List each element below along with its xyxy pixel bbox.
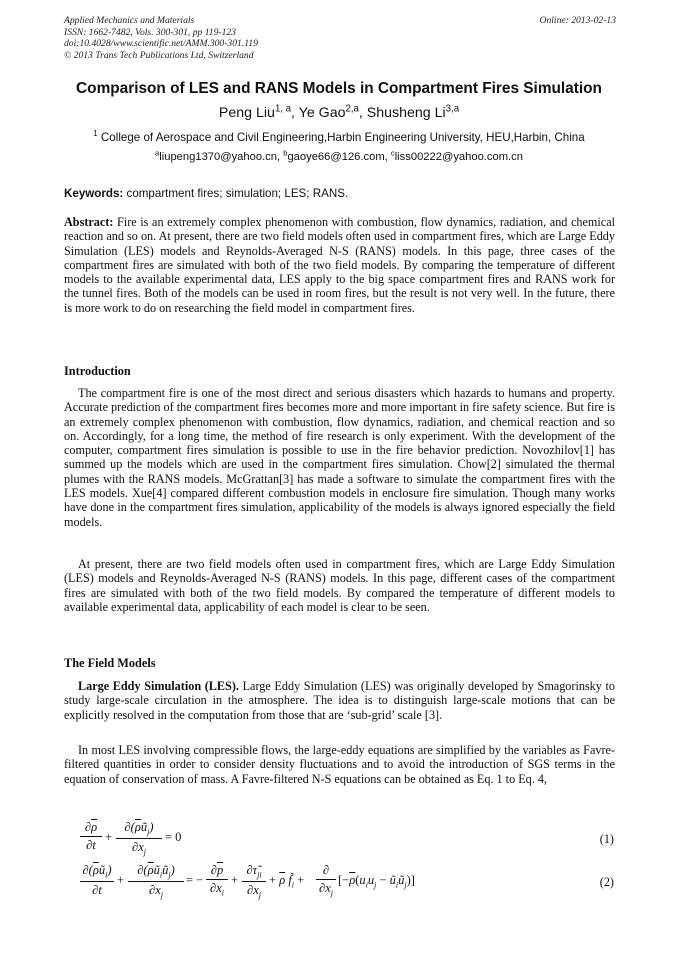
journal-header: [64, 15, 616, 61]
paper-title: Comparison of LES and RANS Models in Compartment Fires Simulation: [76, 80, 602, 97]
equation-2-term-2: $\partial(\overline{\rho}ũ_iũ_j)$ $\partial x_j$: [128, 863, 184, 899]
journal-doi[interactable]: doi:10.4028/www.scientific.net/AMM.300-301.119: [64, 38, 258, 49]
email-list: $^a$liupeng1370@yahoo.cn, $^b$gaoye66@126.com, $^c$liss00222@yahoo.com.cn: [155, 148, 523, 163]
introduction-paragraph-2: At present, there are two field models often used in compartment fires, which are Large Eddy Simulation (LES) models and Reynolds-Averaged N-S (RANS) models. In this page, different cases of the compartment fires are simulated with both of the two field models. By compared the temperature of different models to available experimental data, applicability of each model is clear to be seen.: [64, 557, 615, 614]
section-heading-introduction: Introduction: [64, 364, 131, 378]
equation-1-plus: +: [105, 830, 113, 844]
equation-2-term-3: $\frac{\partial\overline{p}}{\partial x_i}$: [206, 863, 228, 898]
author-list: Peng Liu$^{1, a}$, Ye Gao$^{2,a}$, Shusheng Li$^{3,a}$: [218, 103, 460, 121]
abstract-text: Fire is an extremely complex phenomenon with combustion, flow dynamics, radiation, and chemical reaction and so on. At present, there are two field models often used in compartment fires, which are Large Eddy Simulation (LES) models and Reynolds-Averaged N-S (RANS) models. In this page, three cases of the compartment fires are simulated with both of the two field models. By comparing the temperature of different models to the available experimental data, LES apply to the big space compartment fires and RANS work for the tunnel fires. Both of the models can be used in room fires, but the result is not very well. In the future, there is more work to do on researching the field model in compartment fires.: [64, 215, 615, 315]
equation-1-number: (1): [599, 832, 614, 846]
introduction-paragraph-1: The compartment fire is one of the most direct and serious disasters which hazards to humans and property. Accurate prediction of the compartment fires becomes more and more important in fire safety science. But fire is an extremely complex phenomenon with combustion, flow dynamics, radiation, and chemical reaction and so on. Accordingly, for a long time, the method of fire research is only experiment. With the development of the computer, compartment fires simulation is possible to use in the fire behavior prediction. Novozhilov[1] has summed up the models which are used in the compartment fires simulation. Chow[2] simulated the thermal plumes with the RANS models. McGrattan[3] has made a software to simulate the compartment fires with the LES models. Xue[4] compared different combustion models in enclosure fire simulation. Though many works have done in the compartment fires simulation, applicability of the models is always ignored especially the field models.: [64, 386, 615, 529]
equation-2-number: (2): [599, 875, 614, 889]
email-address[interactable]: liupeng1370@yahoo.cn: [159, 151, 277, 163]
affiliation-text: College of Aerospace and Civil Engineering,Harbin Engineering University, HEU,Harbin, China: [100, 131, 585, 144]
author-affiliation-mark: 1, a: [274, 103, 292, 115]
les-paragraph-1-text: Large Eddy Simulation (LES) was originally developed by Smagorinsky to study large-scale circulation in the atmosphere. The idea is to distinguish large-scale motions that can be explicitly resolved in the computation from those that are ‘sub-grid’ scale [3].: [64, 679, 615, 722]
affiliation: [40, 131, 638, 144]
journal-issn: ISSN: 1662-7482, Vols. 300-301, pp 119-123: [64, 26, 236, 38]
equation-2-term-1: $\partial(\overline{\rho}ũ_i)$ ∂t: [80, 863, 114, 898]
online-date: Online: 2013-02-13: [539, 15, 616, 26]
author-name: Peng Liu: [218, 105, 275, 121]
email-mark: b: [283, 148, 288, 158]
keywords-label: Keywords:: [64, 187, 124, 200]
equation-1-term-2: $\partial(\overline{\rho}ũ_j)$ $\partial x_j$: [116, 820, 162, 856]
email-mark: c: [390, 148, 395, 158]
keywords-text: compartment fires; simulation; LES; RANS.: [126, 187, 349, 200]
les-subheading: Large Eddy Simulation (LES).: [78, 679, 239, 693]
equation-1-equals-zero: = 0: [165, 830, 182, 844]
section-heading-field-models: The Field Models: [64, 656, 156, 670]
affiliation-mark: 1: [93, 129, 98, 139]
equation-1: [80, 820, 616, 860]
les-paragraph-1: [64, 679, 615, 722]
equation-2-term-4: $\frac{\partial\taũ_{ji}}{\partial x_j}$: [242, 863, 266, 899]
email-address[interactable]: gaoye66@126.com: [287, 151, 385, 163]
email-mark: a: [155, 148, 160, 158]
journal-copyright: © 2013 Trans Tech Publications Ltd, Switzerland: [64, 49, 254, 61]
equation-2: $\partial(\overline{\rho}ũ_i)$ ∂t + $\partial(\overline{\rho}ũ_iũ_j)$ $\partial x_j$ = − $\frac{\partial\overline{p}}{\partial x_i}$ + $\frac{\partial\taũ_{ji}}{\partial x_j}$ + $\overline{\rho}$ $f̃_i$ + ∂ $\partial x_j$ [$-\overline{\rho}(u_iu_j$ − $ũ_iũ_j$)] (2): [80, 863, 616, 903]
email-address[interactable]: liss00222@yahoo.com.cn: [394, 151, 523, 163]
author-name: Ye Gao: [298, 105, 346, 121]
journal-name: Applied Mechanics and Materials: [64, 15, 195, 26]
abstract: [64, 215, 615, 315]
keywords: [64, 187, 616, 200]
abstract-label: Abstract:: [64, 215, 114, 229]
equation-2-term-5: ∂ $\partial x_j$: [316, 863, 336, 898]
equation-1-term-1: $\frac{\partial\overline{\rho}}{\partial t}$: [80, 820, 102, 853]
les-paragraph-2: In most LES involving compressible flows, the large-eddy equations are simplified by the variables as Favre-filtered quantities in order to consider density fluctuations and to avoid the introduction of SGS terms in the equation of conservation of mass. A Favre-filtered N-S equations can be obtained as Eq. 1 to Eq. 4,: [64, 743, 615, 786]
author-affiliation-mark: 2,a: [345, 103, 359, 115]
author-affiliation-mark: 3,a: [445, 103, 460, 115]
equation-2-sgs-term: [$-\overline{\rho}(u_iu_j$ − $ũ_iũ_j$)]: [338, 873, 415, 890]
author-name: Shusheng Li: [366, 105, 446, 121]
